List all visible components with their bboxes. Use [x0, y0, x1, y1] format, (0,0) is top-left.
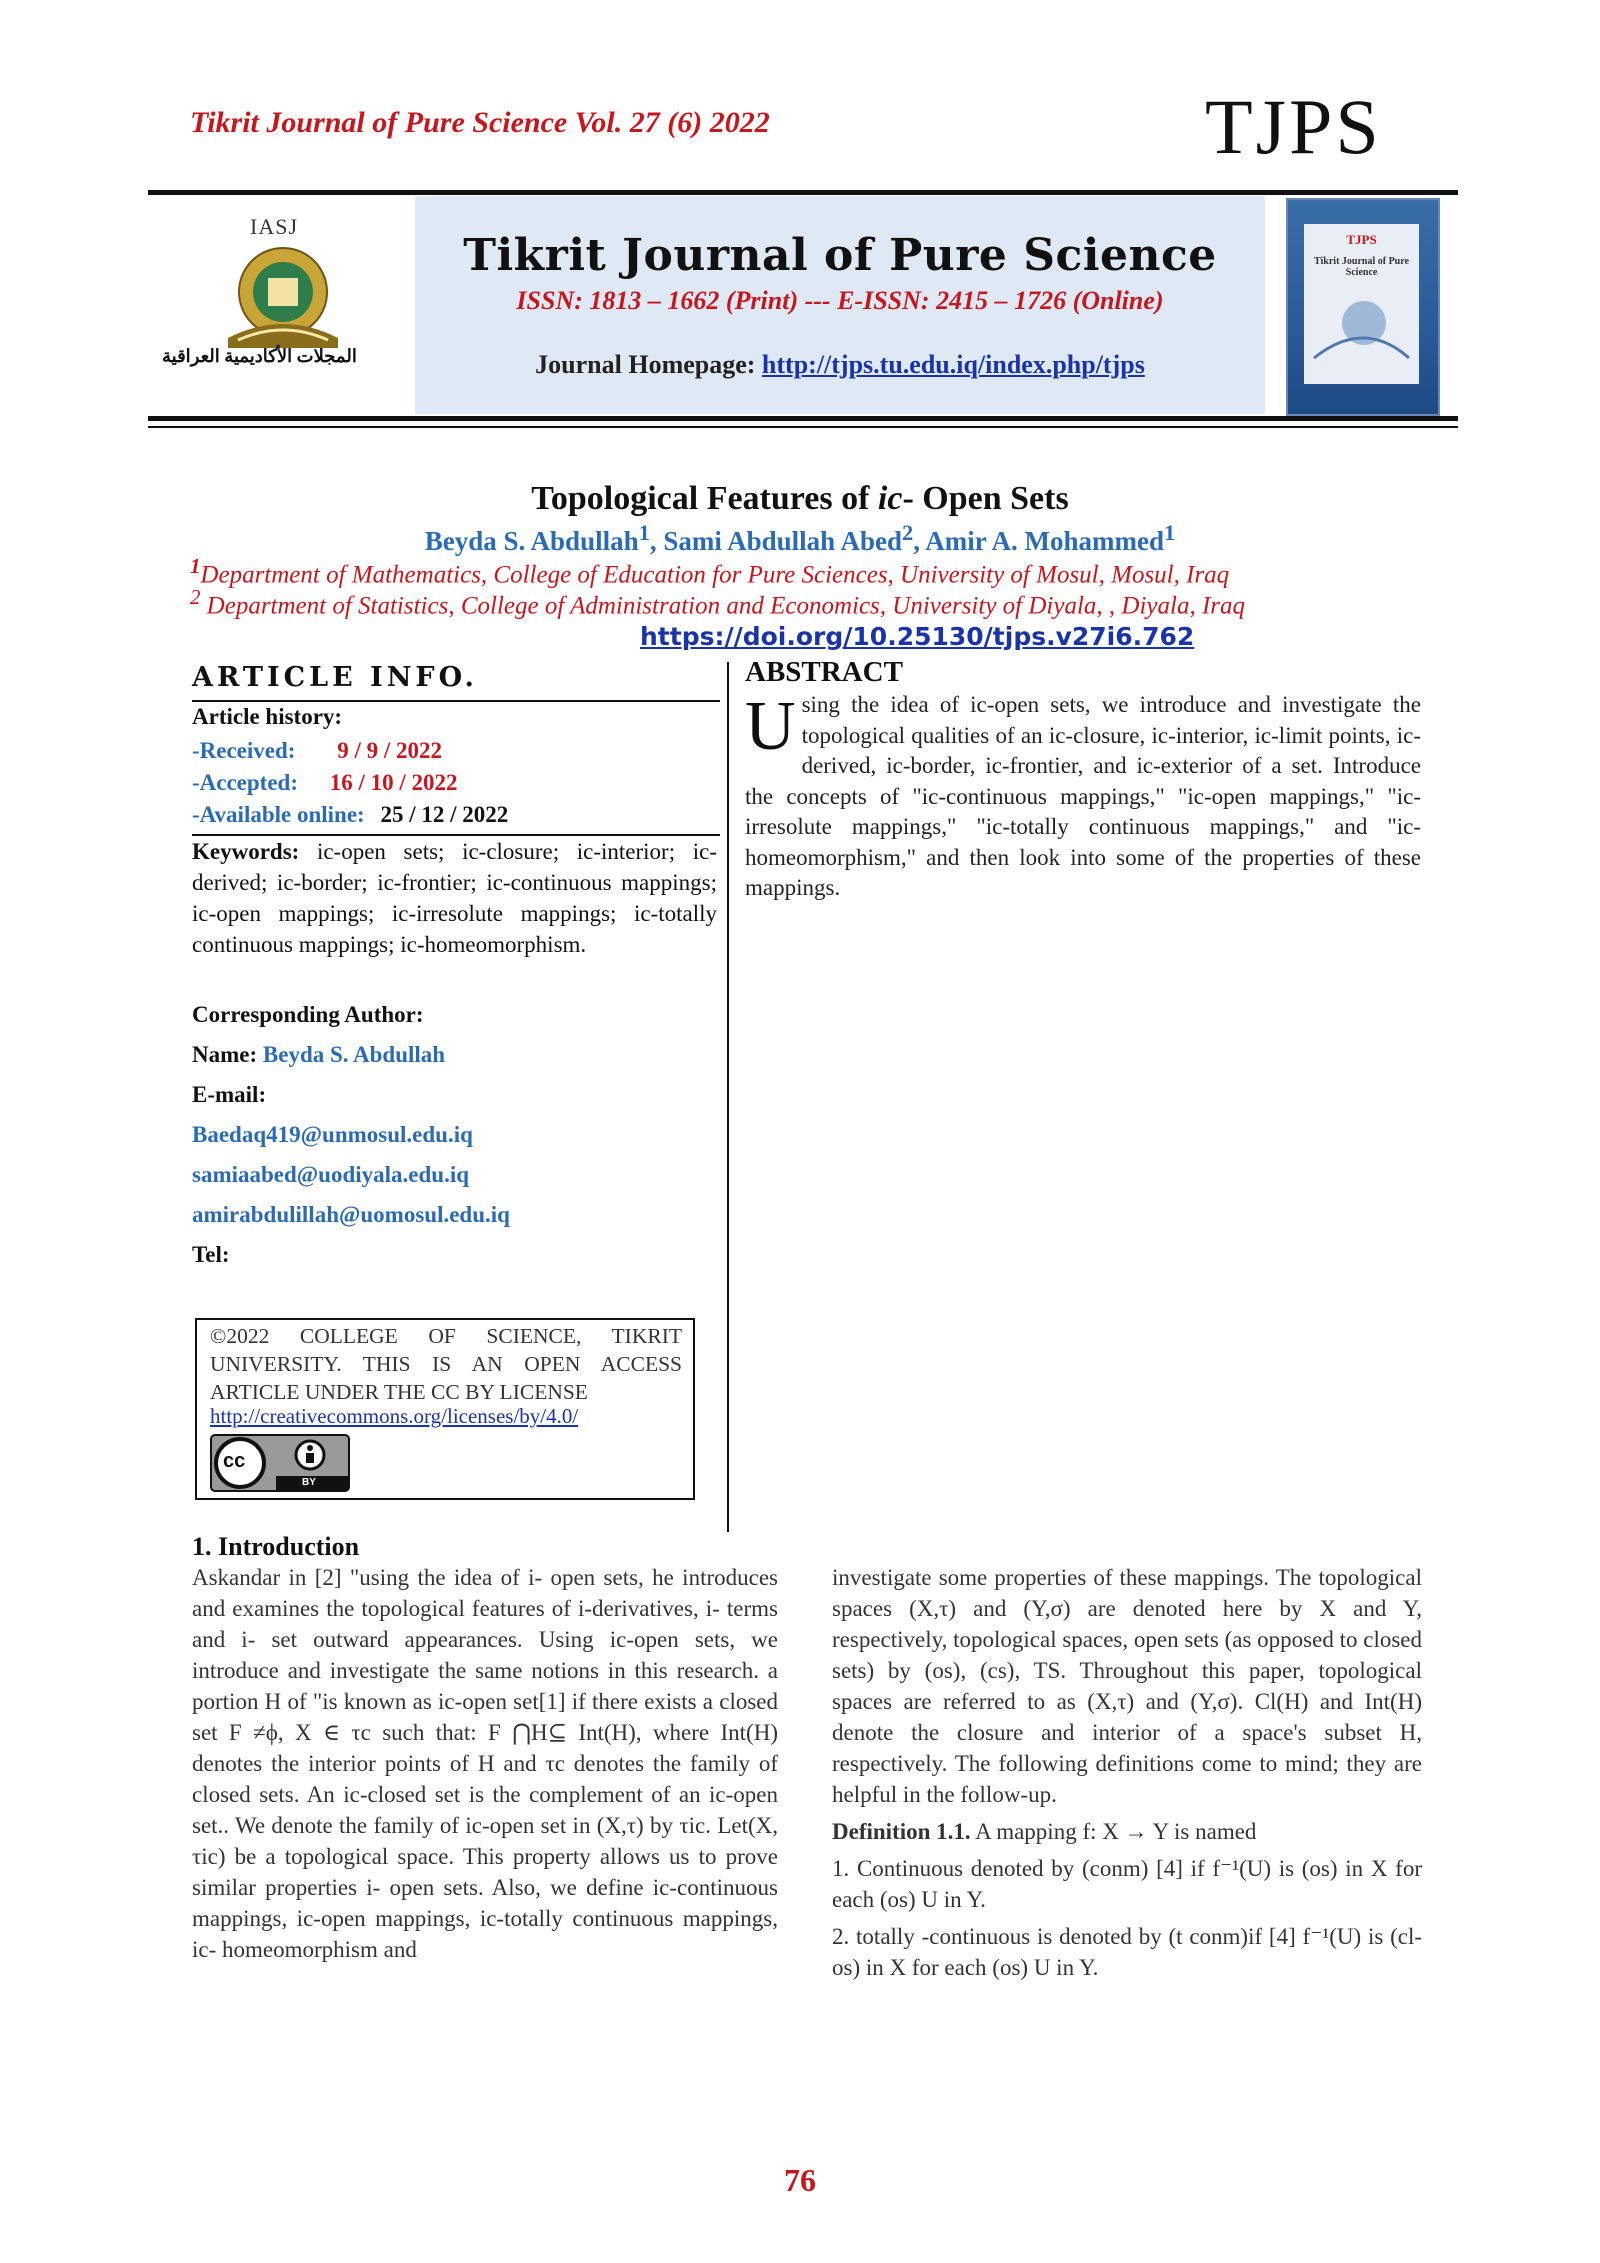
by-badge-text: BY	[302, 1477, 316, 1488]
author-3: Amir A. Mohammed	[925, 526, 1164, 556]
corresponding-author-name: Beyda S. Abdullah	[262, 1042, 446, 1067]
author-list: Beyda S. Abdullah$^1$, Sami Abdullah Abed$^2$, Amir A. Mohammed$^1$	[424, 520, 1176, 556]
doi	[640, 622, 1194, 651]
definition-item-1: 1. Continuous denoted by (conm) [4] if f⁻¹(U) is (os) in X for each (os) U in Y.	[832, 1856, 1422, 1912]
abstract-dropcap: U	[745, 688, 796, 765]
title-part: Topological Features of	[531, 480, 878, 517]
author-1-sup: 1	[638, 520, 650, 545]
email-2[interactable]: samiaabed@uodiyala.edu.iq	[192, 1162, 470, 1187]
journal-cover-panel	[1304, 224, 1419, 384]
received-row	[192, 738, 717, 764]
abstract-body	[745, 690, 1421, 904]
affiliation-1-sup: 1	[190, 554, 201, 578]
accepted-label: -Accepted:	[192, 770, 299, 795]
license-text: ©2022 COLLEGE OF SCIENCE, TIKRIT UNIVERSITY. THIS IS AN OPEN ACCESS ARTICLE UNDER THE CC BY LICENSE	[210, 1324, 682, 1404]
journal-name: Tikrit Journal of Pure Science	[463, 230, 1217, 281]
available-label: -Available online:	[192, 802, 365, 827]
abstract-text: sing the idea of ic-open sets, we introduce and investigate the topological qualities of an ic-closure, ic-interior, ic-limit points, ic-derived, ic-border, ic-frontier, and ic-exterior of a set. Introduce the concepts of "ic-continuous mappings," "ic-open mappings," "ic-irresolute mappings," "ic-totally continuous mappings," and "ic-homeomorphism," and then look into some of the properties of these mappings.	[745, 692, 1421, 900]
homepage-label: Journal Homepage:	[535, 350, 762, 379]
running-title: Tikrit Journal of Pure Science Vol. 27 (6) 2022	[190, 106, 770, 139]
email-1[interactable]: Baedaq419@unmosul.edu.iq	[192, 1122, 473, 1147]
article-info-heading: ARTICLE INFO.	[192, 662, 478, 693]
definition-text: A mapping f: X → Y is named	[970, 1819, 1257, 1844]
received-label: -Received:	[192, 738, 296, 763]
definition-1-1	[832, 1816, 1422, 1847]
license-link-wrap	[210, 1404, 578, 1429]
title-part-end: - Open Sets	[902, 480, 1069, 517]
license-link[interactable]: http://creativecommons.org/licenses/by/4.0/	[210, 1404, 579, 1428]
accepted-date: 16 / 10 / 2022	[329, 770, 458, 795]
iasj-logo-icon	[208, 240, 358, 350]
iasj-label: IASJ	[250, 214, 299, 239]
abstract-heading: ABSTRACT	[745, 656, 903, 688]
email-3[interactable]: amirabdulillah@uomosul.edu.iq	[192, 1202, 510, 1227]
cc-badge-text: cc	[223, 1450, 246, 1472]
paper-title	[0, 480, 1600, 518]
cover-title: Tikrit Journal of Pure Science	[1314, 256, 1409, 278]
definition-item-2: 2. totally -continuous is denoted by (t conm)if [4] f⁻¹(U) is (cl-os) in X for each (os) U in Y.	[832, 1924, 1422, 1980]
journal-homepage	[415, 350, 1265, 380]
article-info-rule	[192, 700, 720, 702]
issn-line: ISSN: 1813 – 1662 (Print) --- E-ISSN: 2415 – 1726 (Online)	[516, 286, 1164, 315]
corresponding-author-label: Corresponding Author:	[192, 1002, 424, 1027]
cover-graphic-icon	[1304, 278, 1419, 368]
affiliation-1-text: Department of Mathematics, College of Education for Pure Sciences, University of Mosul, Mosul, Iraq	[200, 561, 1230, 589]
header-rule-bottom-thin	[148, 426, 1458, 428]
article-history-label: Article history:	[192, 704, 343, 729]
doi-link[interactable]: https://doi.org/10.25130/tjps.v27i6.762	[640, 622, 1195, 651]
keywords-block	[192, 836, 717, 960]
affiliation-2	[190, 585, 1245, 620]
keywords-label: Keywords:	[192, 839, 300, 864]
header-rule-bottom-thick	[148, 416, 1458, 421]
author-2: Sami Abdullah Abed	[663, 526, 902, 556]
available-row	[192, 802, 717, 828]
author-1: Beyda S. Abdullah	[424, 526, 639, 556]
intro-right-column	[832, 1562, 1422, 1983]
header-rule-top	[148, 190, 1458, 195]
received-date: 9 / 9 / 2022	[337, 738, 442, 763]
accepted-row	[192, 770, 717, 796]
title-ic: ic	[877, 480, 903, 517]
iasj-arabic-label: المجلات الأكاديمية العراقية	[162, 346, 357, 366]
page-number: 76	[784, 2162, 816, 2198]
tel-label: Tel:	[192, 1242, 230, 1267]
affiliation-2-text: Department of Statistics, College of Administration and Economics, University of Diyala, , Diyala, Iraq	[200, 592, 1246, 620]
email-label: E-mail:	[192, 1082, 267, 1107]
available-date: 25 / 12 / 2022	[380, 802, 509, 827]
column-divider	[727, 662, 729, 1532]
homepage-link[interactable]: http://tjps.tu.edu.iq/index.php/tjps	[761, 350, 1145, 379]
cc-by-badge[interactable]	[210, 1434, 350, 1492]
name-label: Name:	[192, 1042, 258, 1067]
journal-abbrev: TJPS	[1205, 83, 1382, 170]
author-2-sup: 2	[901, 520, 914, 545]
intro-right-text: investigate some properties of these mappings. The topological spaces (X,τ) and (Y,σ) are denoted here by X and Y, respectively, topological spaces, open sets (as opposed to closed sets) by (os), (cs), TS. Throughout this paper, topological spaces are referred to as (X,τ) and (Y,σ). Cl(H) and Int(H) denote the closure and interior of a space's subset H, respectively. The following definitions come to mind; they are helpful in the follow-up.	[832, 1565, 1422, 1807]
definition-label: Definition 1.1.	[832, 1819, 971, 1844]
intro-left-column: Askandar in [2] "using the idea of i- open sets, he introduces and examines the topological features of i-derivatives, i- terms and i- set outward appearances. Using ic-open sets, we introduce and investigate the same notions in this research. a portion H of "is known as ic-open set[1] if there exists a closed set F ≠ϕ, X ∈ τc such that: F ⋂H⊆ Int(H), where Int(H) denotes the interior points of H and τc denotes the family of closed sets. An ic-closed set is the complement of an ic-open set.. We denote the family of ic-open set in (X,τ) by τic. Let(X, τic) be a topological space. This property allows us to prove similar properties i- open sets. Also, we define ic-continuous mappings, ic-open mappings, ic-totally continuous mappings, ic- homeomorphism and	[192, 1565, 778, 1962]
affiliation-2-sup: 2	[190, 585, 201, 609]
cover-abbrev: TJPS	[1346, 232, 1377, 247]
keywords-text: ic-open sets; ic-closure; ic-interior; ic-derived; ic-border; ic-frontier; ic-continuous mappings; ic-open mappings; ic-irresolute mappings; ic-totally continuous mappings; ic-homeomorphism.	[192, 839, 717, 957]
author-name-row	[192, 1042, 717, 1068]
introduction-heading: 1. Introduction	[192, 1532, 360, 1561]
author-3-sup: 1	[1163, 520, 1176, 545]
